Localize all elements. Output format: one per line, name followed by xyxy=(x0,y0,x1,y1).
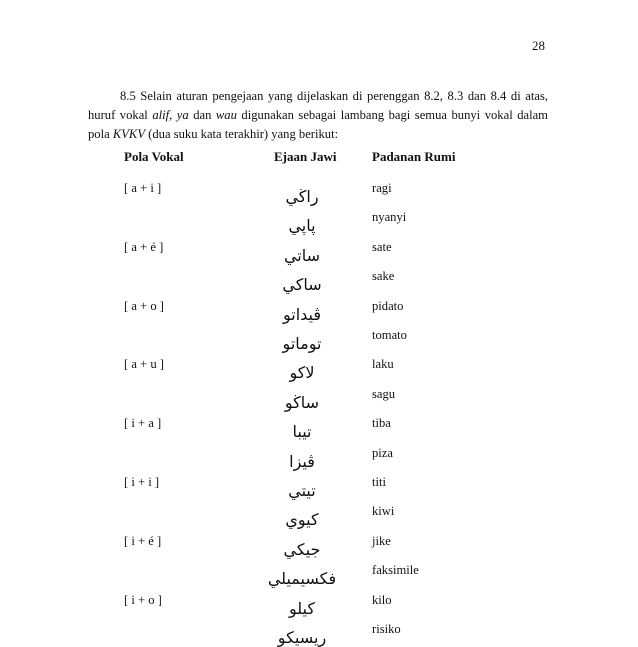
pola-vokal-cell: [ i + a ] xyxy=(124,416,162,431)
padanan-rumi-cell: tomato xyxy=(372,328,407,342)
padanan-rumi-cell: faksimile xyxy=(372,563,419,578)
ejaan-jawi-cell: توماتو xyxy=(282,334,322,353)
ejaan-jawi-cell: کيوي xyxy=(285,510,319,530)
ejaan-jawi-cell: ساڬو xyxy=(284,392,320,412)
ejaan-jawi-cell: لاکو xyxy=(289,363,315,383)
pola-vokal-cell: [ a + é ] xyxy=(124,239,164,254)
ejaan-jawi-cell: تيبا xyxy=(292,422,312,442)
ejaan-jawi-cell: ڽاڽي xyxy=(288,216,316,236)
padanan-rumi-cell: sagu xyxy=(372,386,396,401)
pola-vokal-cell: [ a + i ] xyxy=(124,181,162,195)
ejaan-jawi-cell: کيلو xyxy=(288,598,315,618)
ejaan-jawi-cell: فکسيميلي xyxy=(267,569,337,589)
padanan-rumi-cell: risiko xyxy=(372,622,401,636)
ejaan-jawi-cell: ساتي xyxy=(283,245,321,265)
ejaan-jawi-cell: ڤيزا xyxy=(289,451,315,471)
ejaan-jawi-cell: تيتي xyxy=(288,481,316,500)
padanan-rumi-cell: sake xyxy=(372,269,395,284)
ejaan-jawi-cell: ڤيداتو xyxy=(282,304,322,324)
pola-vokal-cell: [ i + i ] xyxy=(124,475,160,489)
padanan-rumi-cell: nyanyi xyxy=(372,210,407,225)
padanan-rumi-cell: tiba xyxy=(372,416,391,431)
pola-vokal-cell: [ a + o ] xyxy=(124,298,164,313)
ejaan-jawi-cell: جيکي xyxy=(283,539,321,559)
header-pola-vokal: Pola Vokal xyxy=(124,149,184,164)
padanan-rumi-cell: ragi xyxy=(372,181,392,195)
padanan-rumi-cell: titi xyxy=(372,475,386,489)
pola-vokal-cell: [ i + o ] xyxy=(124,592,162,607)
pola-vokal-cell: [ i + é ] xyxy=(124,533,162,548)
page-number: 28 xyxy=(532,38,545,53)
padanan-rumi-cell: pidato xyxy=(372,298,404,313)
ejaan-jawi-cell: ريسيکو xyxy=(277,628,327,647)
padanan-rumi-cell: kilo xyxy=(372,592,392,607)
body-paragraph: 8.5 Selain aturan pengejaan yang dijelaskan di perenggan 8.2, 8.3 dan 8.4 di atas, huruf vokal alif, ya dan wau digunakan sebagai lambang bagi semua bunyi vokal dalam pola KVKV (dua suku kata terakhir) yang berikut: xyxy=(88,89,548,141)
header-ejaan-jawi: Ejaan Jawi xyxy=(274,149,337,164)
padanan-rumi-cell: kiwi xyxy=(372,504,395,519)
header-padanan-rumi: Padanan Rumi xyxy=(372,149,456,164)
padanan-rumi-cell: jike xyxy=(372,533,391,548)
padanan-rumi-cell: laku xyxy=(372,357,394,372)
padanan-rumi-cell: piza xyxy=(372,445,393,460)
ejaan-jawi-cell: ساکي xyxy=(282,275,322,295)
pola-vokal-cell: [ a + u ] xyxy=(124,357,164,372)
padanan-rumi-cell: sate xyxy=(372,239,392,254)
ejaan-jawi-cell: راڬي xyxy=(285,187,319,206)
